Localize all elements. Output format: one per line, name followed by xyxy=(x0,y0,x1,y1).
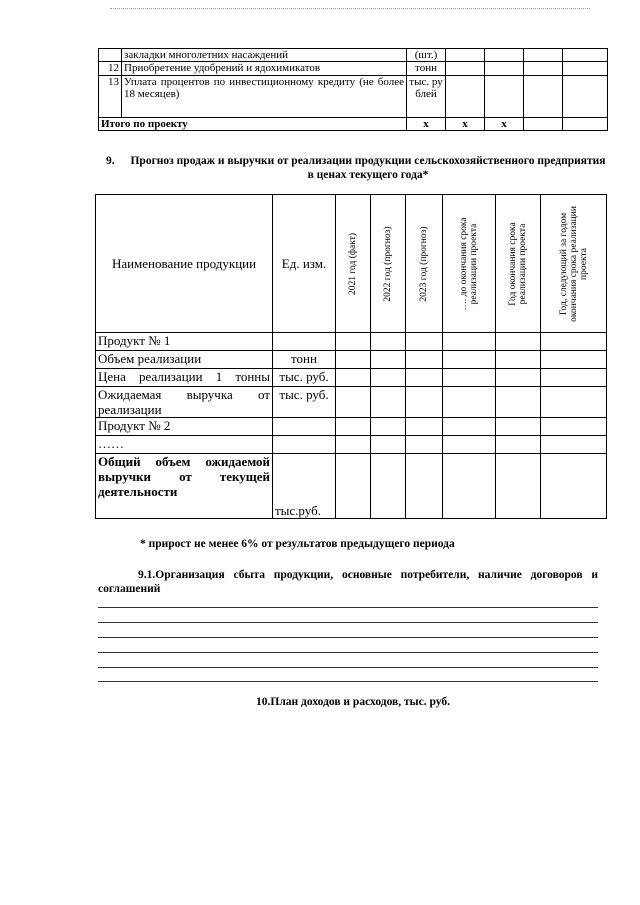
total-label: Итого по проекту xyxy=(99,118,407,131)
header-2021: 2021 год (факт) xyxy=(348,232,358,295)
row-unit: тыс. рублей xyxy=(407,76,446,118)
row-name: Объем реализации xyxy=(96,351,273,369)
row-unit: тонн xyxy=(273,351,336,369)
table-row xyxy=(96,333,607,351)
section-9-1-heading: 9.1.Организация сбыта продукции, основные потребители, наличие договоров и соглашений xyxy=(98,569,598,595)
investment-table-continuation xyxy=(98,48,608,131)
row-unit: тыс. руб. xyxy=(273,387,336,418)
header-row xyxy=(96,195,607,333)
row-ellipsis: …… xyxy=(96,436,273,454)
product-2: Продукт № 2 xyxy=(96,418,273,436)
blank-line xyxy=(98,622,598,623)
blank-line xyxy=(98,652,598,653)
header-name: Наименование продукции xyxy=(96,195,273,333)
row-name: Ожидаемая выручка от реализации xyxy=(96,387,273,418)
scan-artifact xyxy=(110,8,590,11)
header-2023: 2023 год (прогноз) xyxy=(419,225,429,302)
header-next-year: Год, следующий за годом окончания срока реализации проекта xyxy=(558,205,589,322)
section-9-heading: 9. Прогноз продаж и выручки от реализации продукции сельскохозяйственного предприятия в ценах текущего года* xyxy=(106,155,606,181)
total-row: Итого по проекту х х х xyxy=(99,118,608,131)
product-1: Продукт № 1 xyxy=(96,333,273,351)
total-row xyxy=(96,454,607,519)
blank-line xyxy=(98,667,598,668)
total-revenue-label: Общий объем ожидаемой выручки от текущей деятельности xyxy=(96,454,273,519)
row-name: Приобретение удобрений и ядохимикатов xyxy=(122,62,407,76)
table-row: 13 Уплата процентов по инвестиционному кредиту (не более 18 месяцев) тыс. рублей xyxy=(99,76,608,118)
footnote: * прирост не менее 6% от результатов предыдущего периода xyxy=(140,538,455,550)
header-2022: 2022 год (прогноз) xyxy=(383,225,393,302)
row-unit: тыс.руб. xyxy=(273,454,336,519)
header-end-year: Год окончания срока реализации проекта xyxy=(508,221,528,306)
table-row xyxy=(99,49,608,62)
row-unit: тонн xyxy=(407,62,446,76)
table-row xyxy=(96,351,607,369)
row-name: Уплата процентов по инвестиционному кредиту (не более 18 месяцев) xyxy=(122,76,407,118)
sales-forecast-table xyxy=(95,194,607,519)
table-row xyxy=(96,418,607,436)
row-name: закладки многолетних насаждений xyxy=(122,49,407,62)
header-until-end: …. до окончания срока реализации проекта xyxy=(459,216,479,311)
blank-line xyxy=(98,607,598,608)
row-name: Цена реализации 1 тонны xyxy=(96,369,273,387)
row-unit: (шт.) xyxy=(407,49,446,62)
section-10-heading: 10.План доходов и расходов, тыс. руб. xyxy=(256,696,450,708)
table-row xyxy=(96,369,607,387)
table-row: 12 Приобретение удобрений и ядохимикатов тонн xyxy=(99,62,608,76)
blank-line xyxy=(98,681,598,682)
row-unit: тыс. руб. xyxy=(273,369,336,387)
table-row xyxy=(96,387,607,418)
blank-line xyxy=(98,637,598,638)
header-unit: Ед. изм. xyxy=(273,195,336,333)
table-row xyxy=(96,436,607,454)
